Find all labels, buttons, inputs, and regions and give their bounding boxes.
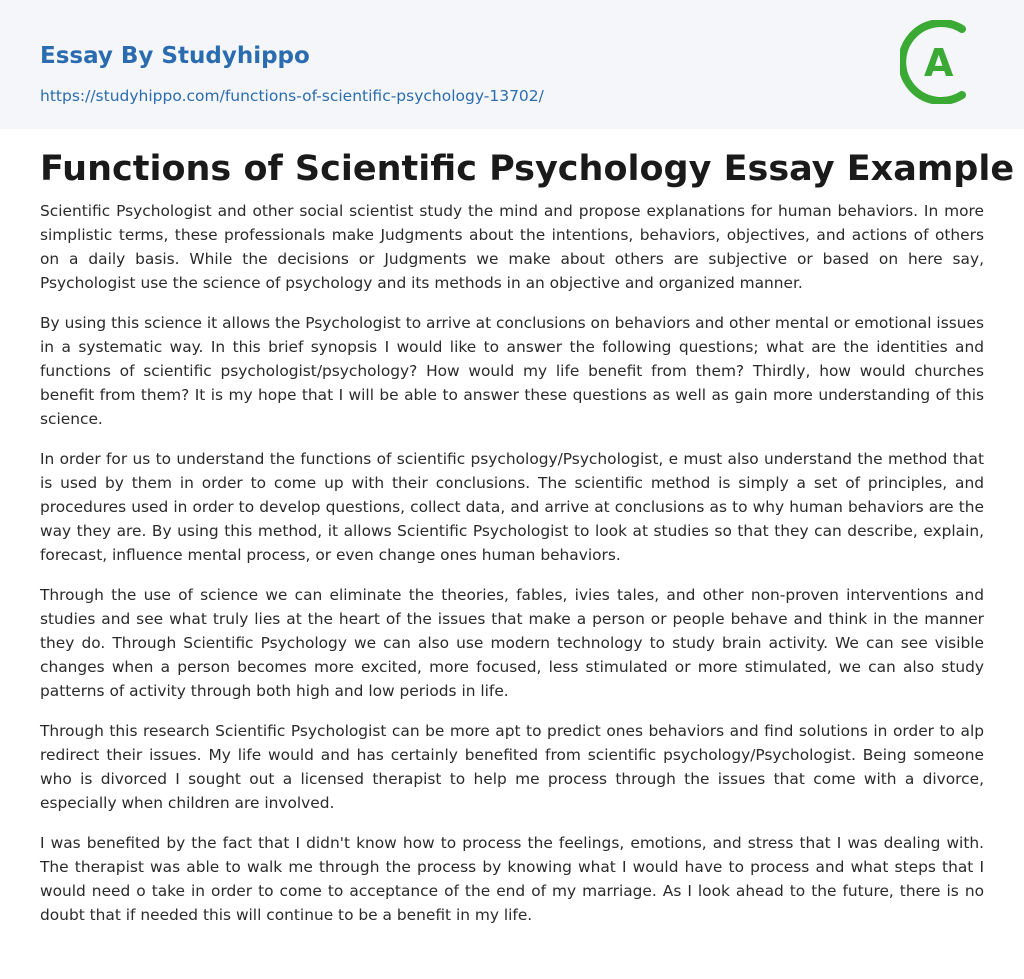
page-title: Functions of Scientific Psychology Essay Example <box>40 149 1015 189</box>
paragraph: In order for us to understand the functions of scientific psychology/Psychologist, e must also understand the method that is used by them in order to come up with their conclusions. The scientific method is simply a set of principles, and procedures used in order to develop questions, collect data, and arrive at conclusions as to why human behaviors are the way they are. By using this method, it allows Scientific Psychologist to look at studies so that they can describe, explain, forecast, influence mental process, or even change ones human behaviors. <box>40 450 984 564</box>
paragraph: Scientific Psychologist and other social scientist study the mind and propose explanations for human behaviors. In more simplistic terms, these professionals make Judgments about the intentions, behaviors, objectives, and actions of others on a daily basis. While the decisions or Judgments we make about others are subjective or based on here say, Psychologist use the science of psychology and its methods in an objective and organized manner. <box>40 202 984 292</box>
paragraph: Through this research Scientific Psychologist can be more apt to predict ones behaviors and find solutions in order to alp redirect their issues. My life would and has certainly benefited from scientific psychology/Psychologist. Being someone who is divorced I sought out a licensed therapist to help me process through the issues that come with a divorce, especially when children are involved. <box>40 722 984 812</box>
logo-letter: A <box>924 41 954 85</box>
paragraph: Through the use of science we can eliminate the theories, fables, ivies tales, and other non-proven interventions and studies and see what truly lies at the heart of the issues that make a person or people behave and think in the manner they do. Through Scientific Psychology we can also use modern technology to study brain activity. We can see visible changes when a person becomes more excited, more focused, less stimulated or more stimulated, we can also study patterns of activity through both high and low periods in life. <box>40 586 984 700</box>
paragraph: By using this science it allows the Psychologist to arrive at conclusions on behaviors and other mental or emotional issues in a systematic way. In this brief synopsis I would like to answer the following questions; what are the identities and functions of scientific psychologist/psychology? How would my life benefit from them? Thirdly, how would churches benefit from them? It is my hope that I will be able to answer these questions as well as gain more understanding of this science. <box>40 314 984 428</box>
paragraph: I was benefited by the fact that I didn't know how to process the feelings, emotions, and stress that I was dealing with. The therapist was able to walk me through the process by knowing what I would have to process and what steps that I would need o take in order to come to acceptance of the end of my marriage. As I look ahead to the future, there is no doubt that if needed this will continue to be a benefit in my life. <box>40 834 984 924</box>
source-url-link[interactable]: https://studyhippo.com/functions-of-scientific-psychology-13702/ <box>40 87 544 105</box>
logo-icon[interactable] <box>900 20 984 104</box>
article <box>0 148 1024 927</box>
brand-title[interactable]: Essay By Studyhippo <box>40 43 310 69</box>
site-header <box>0 0 1024 129</box>
